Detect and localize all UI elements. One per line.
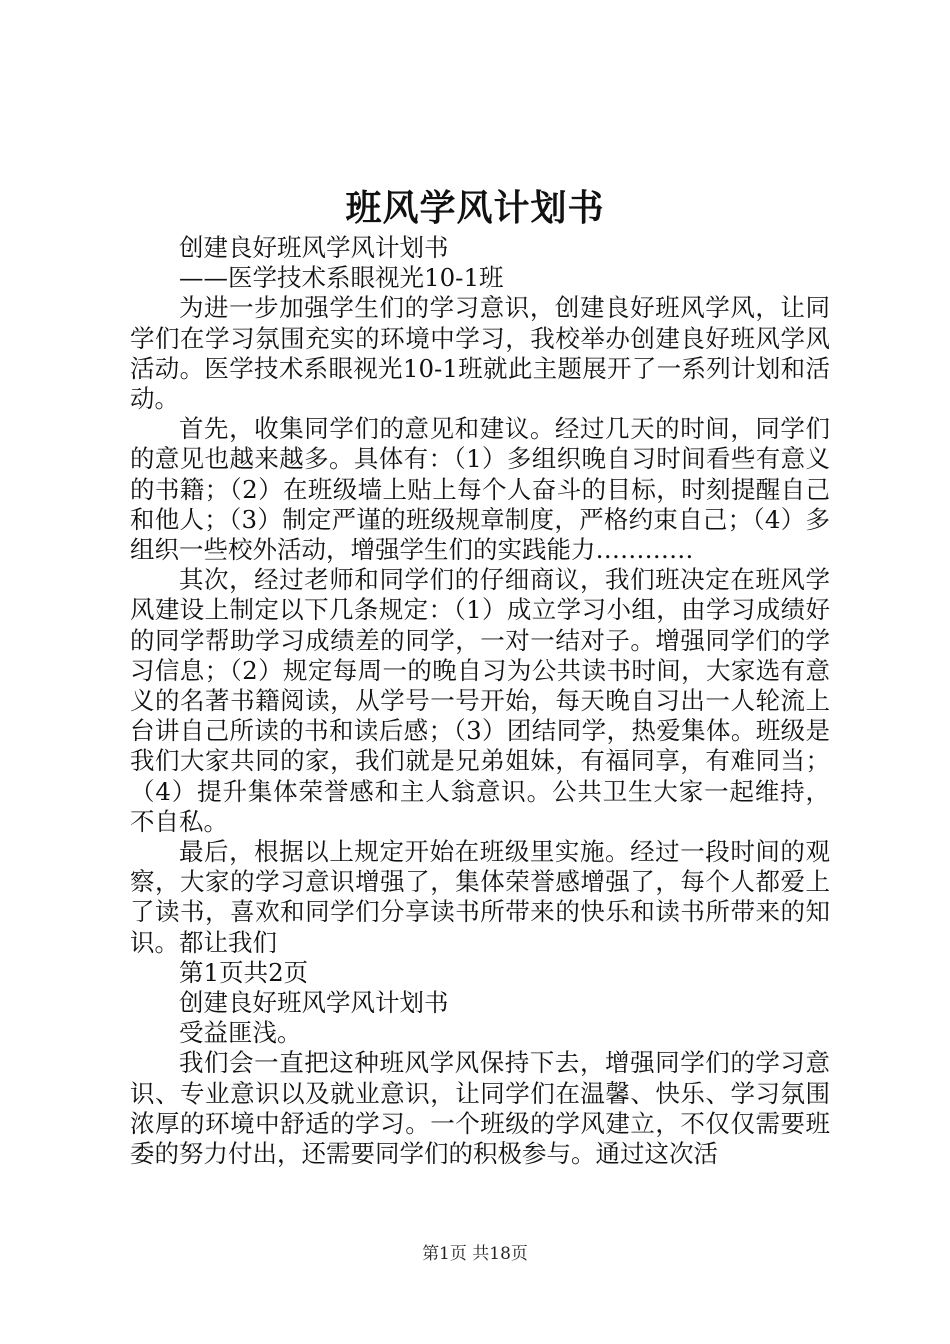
- paragraph-finally: 最后，根据以上规定开始在班级里实施。经过一段时间的观察，大家的学习意识增强了，集体荣誉感增强了，每个人都爱上了读书，喜欢和同学们分享读书所带来的快乐和读书所带来的知识。都让我们: [130, 837, 830, 957]
- class-name-line: ——医学技术系眼视光10-1班: [179, 263, 504, 293]
- paragraph-closing: 我们会一直把这种班风学风保持下去，增强同学们的学习意识、专业意识以及就业意识，让同学们在温馨、快乐、学习氛围浓厚的环境中舒适的学习。一个班级的学风建立，不仅仅需要班委的努力付出，还需要同学们的积极参与。通过这次活: [130, 1048, 830, 1169]
- inline-page-marker: 第1页共2页: [179, 957, 309, 987]
- paragraph-continuation: 受益匪浅。: [179, 1018, 302, 1048]
- paragraph-intro: 为进一步加强学生们的学习意识，创建良好班风学风，让同学们在学习氛围充实的环境中学习，我校举办创建良好班风学风活动。医学技术系眼视光10-1班就此主题展开了一系列计划和活动。: [130, 293, 830, 414]
- subtitle: 创建良好班风学风计划书: [179, 233, 449, 262]
- page-footer: 第1页 共18页: [422, 1244, 528, 1264]
- paragraph-first: 首先，收集同学们的意见和建议。经过几天的时间，同学们的意见也越来越多。具体有：（1）多组织晚自习时间看些有意义的书籍；（2）在班级墙上贴上每个人奋斗的目标，时刻提醒自己和他人；（3）制定严谨的班级规章制度，严格约束自己；（4）多组织一些校外活动，增强学生们的实践能力…………: [130, 414, 830, 565]
- repeated-heading: 创建良好班风学风计划书: [179, 988, 449, 1018]
- paragraph-second: 其次，经过老师和同学们的仔细商议，我们班决定在班风学风建设上制定以下几条规定：（1）成立学习小组，由学习成绩好的同学帮助学习成绩差的同学，一对一结对子。增强同学们的学习信息；（2）规定每周一的晚自习为公共读书时间，大家选有意义的名著书籍阅读，从学号一号开始，每天晚自习出一人轮流上台讲自己所读的书和读后感；（3）团结同学，热爱集体。班级是我们大家共同的家，我们就是兄弟姐妹，有福同享，有难同当；（4）提升集体荣誉感和主人翁意识。公共卫生大家一起维持，不自私。: [130, 565, 830, 836]
- document-body: [130, 233, 830, 1169]
- document-title: 班风学风计划书: [345, 187, 605, 229]
